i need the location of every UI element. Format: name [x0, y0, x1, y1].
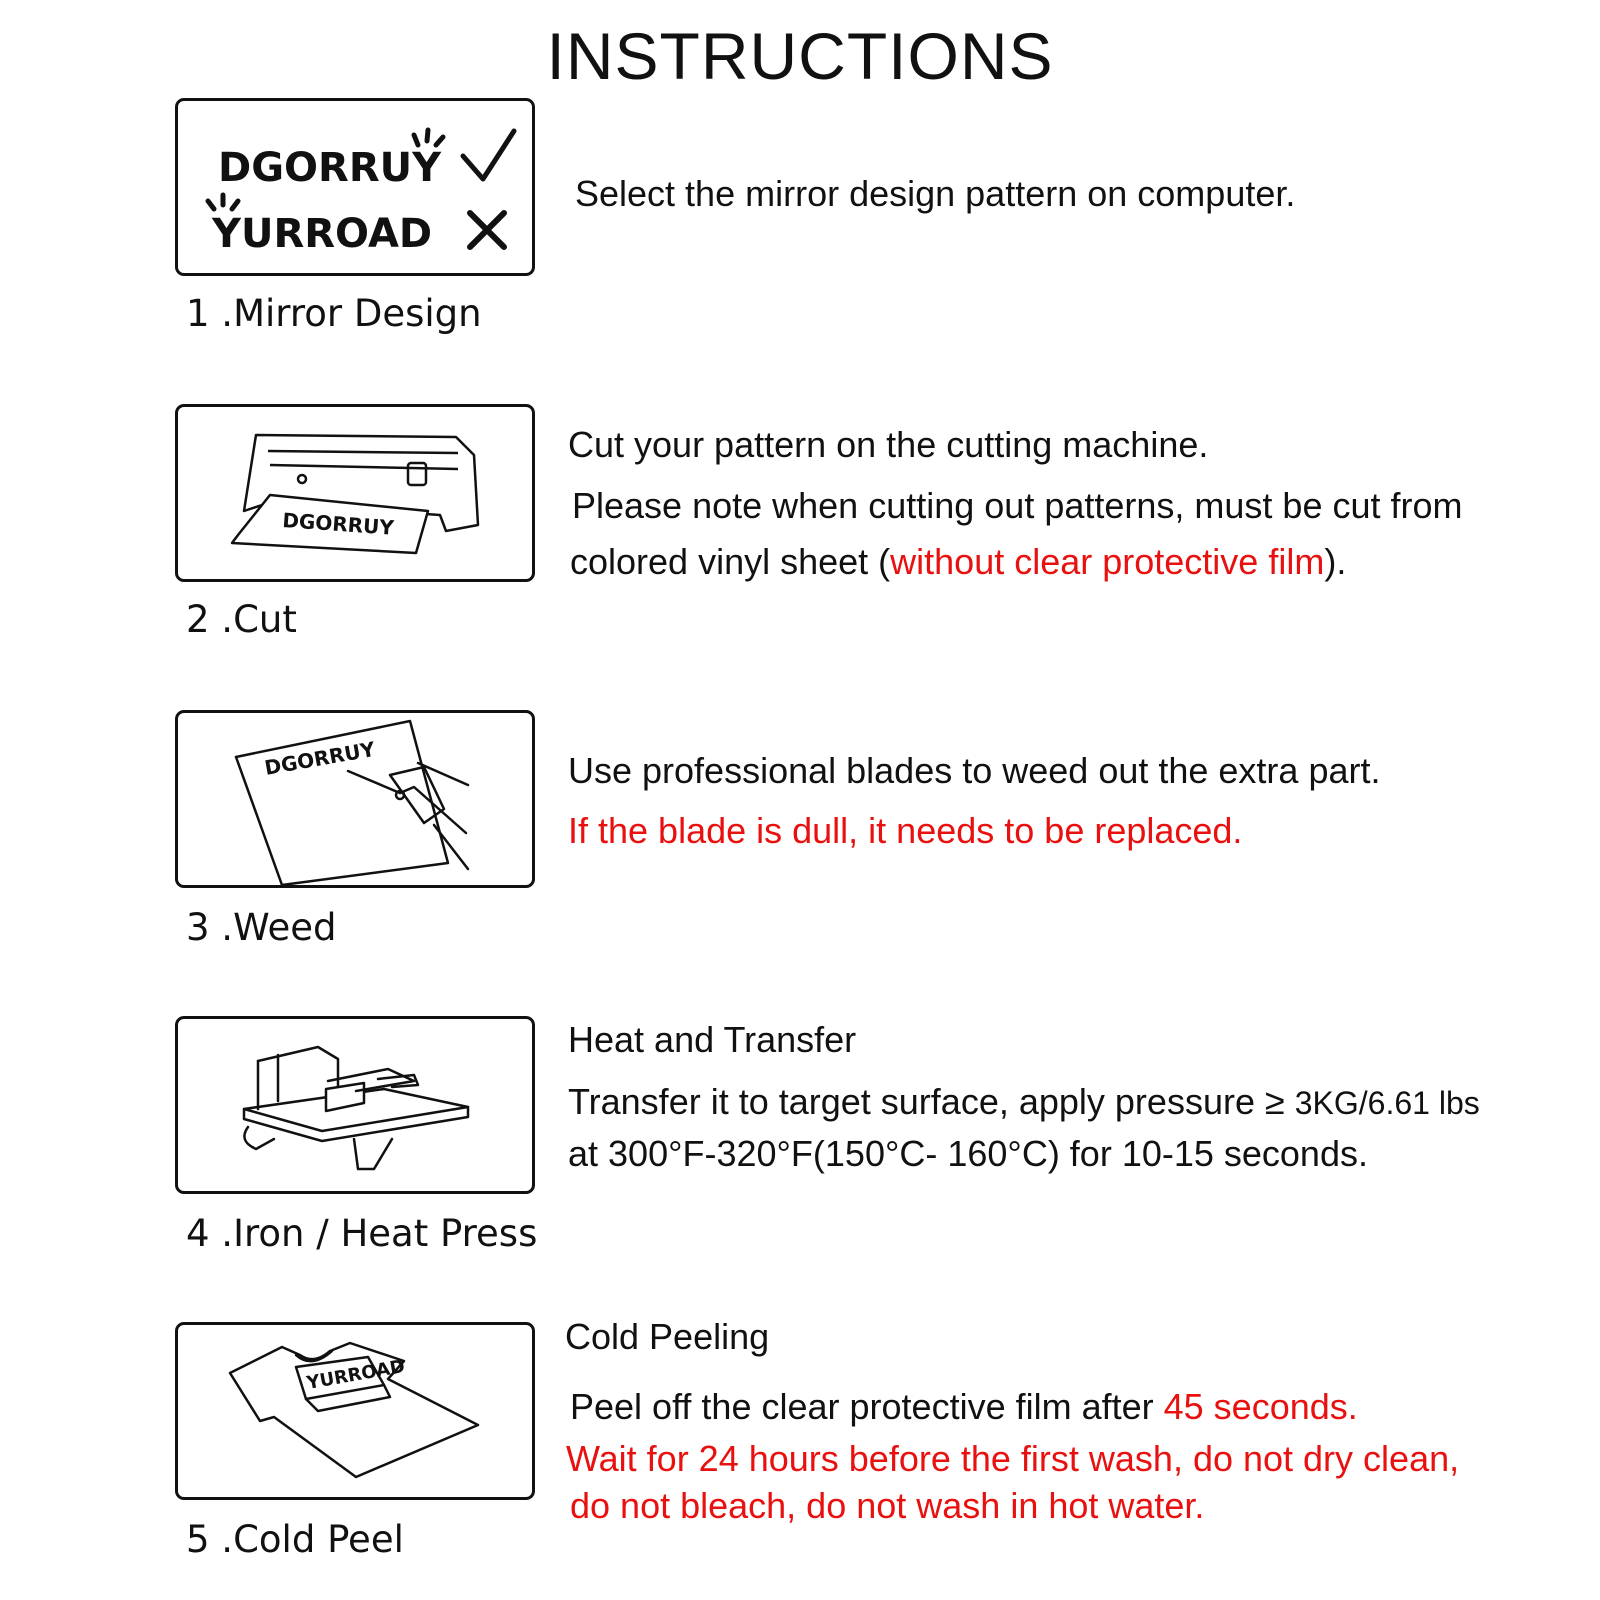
- step-4-pressure-value: 3KG/6.61 lbs: [1294, 1085, 1480, 1121]
- logo-spark-icon: [208, 195, 238, 209]
- step-5-peel-text: Peel off the clear protective film after: [570, 1386, 1154, 1427]
- step-3-warning: If the blade is dull, it needs to be replaced.: [568, 810, 1243, 851]
- step-4-label: 4 .Iron / Heat Press: [186, 1212, 538, 1255]
- step-4-pressure-text: Transfer it to target surface, apply pressure ≥: [568, 1081, 1285, 1122]
- step-2-text-line3: [570, 541, 1346, 583]
- mirror-design-illustration: [175, 98, 535, 276]
- weeding-illustration: [175, 710, 535, 888]
- step-5-text-line2: [570, 1386, 1358, 1428]
- mirror-logo-graphic: [178, 101, 532, 273]
- step-2-text-after: ).: [1324, 541, 1347, 582]
- cold-peel-illustration: [175, 1322, 535, 1500]
- mirrored-logo-on-sheet: DGORRUY: [262, 736, 377, 780]
- step-2-text-before: colored vinyl sheet (: [570, 541, 891, 582]
- step-3-label: 3 .Weed: [186, 906, 337, 949]
- heat-press-graphic: [178, 1019, 532, 1191]
- logo-spark-icon: [414, 130, 443, 145]
- step-5-label: 5 .Cold Peel: [186, 1518, 404, 1561]
- step-4-text-line2: [568, 1081, 1480, 1124]
- heat-press-illustration: [175, 1016, 535, 1194]
- mirrored-logo-on-vinyl: DGORRUY: [281, 508, 395, 540]
- brand-logo-text: YURROAD: [212, 211, 433, 257]
- step-2-warning-highlight: without clear protective film: [890, 541, 1325, 582]
- step-3-text: Use professional blades to weed out the extra part.: [568, 750, 1381, 791]
- cutting-machine-illustration: [175, 404, 535, 582]
- tshirt-peel-graphic: [178, 1325, 532, 1497]
- step-5-heading: Cold Peeling: [565, 1316, 770, 1357]
- cutting-machine-graphic: [178, 407, 532, 579]
- cross-icon: [470, 213, 504, 247]
- step-5-warning-line2: do not bleach, do not wash in hot water.: [570, 1485, 1205, 1526]
- step-5-peel-time: 45 seconds.: [1163, 1386, 1358, 1427]
- step-2-text-line1: Cut your pattern on the cutting machine.: [568, 424, 1209, 465]
- brand-logo-on-shirt: YURROAD: [305, 1356, 407, 1394]
- page-title: INSTRUCTIONS: [546, 19, 1054, 93]
- step-1-label: 1 .Mirror Design: [186, 292, 482, 335]
- step-4-text-line3: at 300°F-320°F(150°C- 160°C) for 10-15 seconds.: [568, 1133, 1368, 1174]
- step-1-text: Select the mirror design pattern on computer.: [575, 173, 1296, 214]
- step-2-label: 2 .Cut: [186, 598, 297, 641]
- step-2-text-line2: Please note when cutting out patterns, must be cut from: [572, 485, 1463, 526]
- mirrored-logo-text: DGORRUY: [218, 145, 442, 191]
- step-5-warning-line1: Wait for 24 hours before the first wash, do not dry clean,: [566, 1438, 1460, 1479]
- step-4-heading: Heat and Transfer: [568, 1019, 857, 1060]
- weeding-graphic: [178, 713, 532, 885]
- check-icon: [463, 131, 514, 179]
